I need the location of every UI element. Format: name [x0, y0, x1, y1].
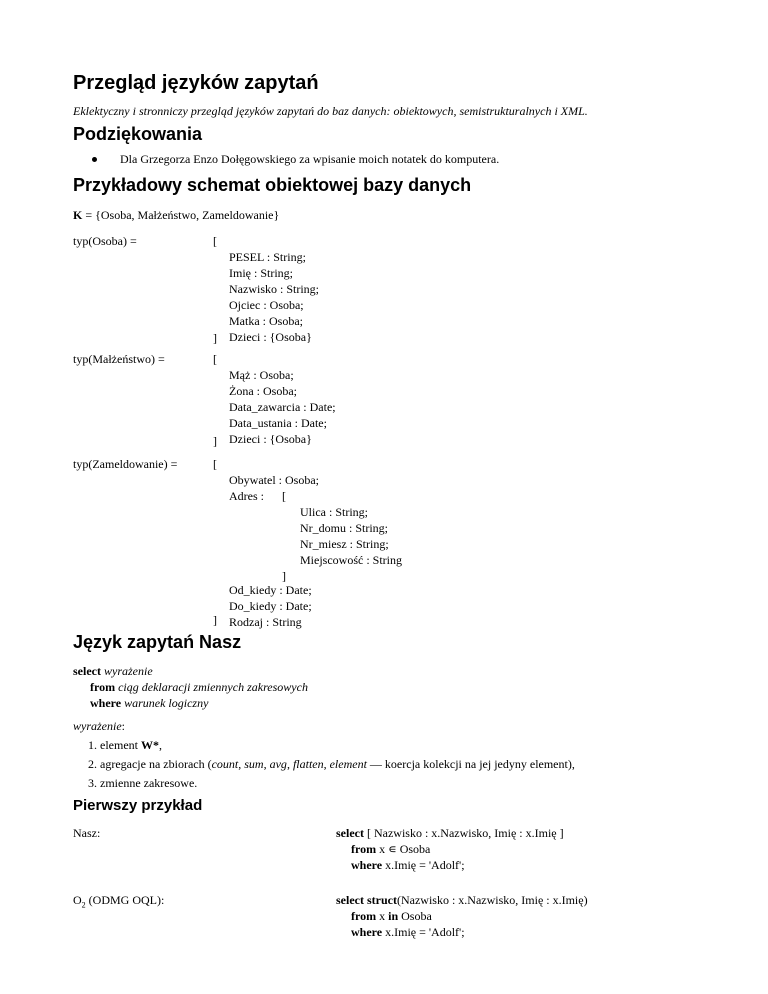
type-osoba-fields — [229, 249, 319, 345]
field: Od_kiedy : Date; — [229, 583, 312, 597]
nasz-heading: Język zapytań Nasz — [73, 632, 242, 652]
type-osoba-open-bracket: [ — [213, 234, 217, 248]
field: Miejscowość : String — [300, 553, 402, 567]
field: Dzieci : {Osoba} — [229, 330, 312, 344]
field: Do_kiedy : Date; — [229, 599, 312, 613]
field: Obywatel : Osoba; — [229, 473, 319, 487]
field: Data_zawarcia : Date; — [229, 400, 336, 414]
adres-label: Adres : — [229, 489, 264, 503]
type-zameldowanie-open-bracket: [ — [213, 457, 217, 471]
type-osoba-close-bracket: ] — [213, 331, 217, 345]
from-argument: ciąg deklaracji zmiennych zakresowych — [118, 680, 308, 694]
field: Ojciec : Osoba; — [229, 298, 304, 312]
type-malzenstwo-fields — [229, 367, 336, 447]
list-item-1: 1. element W*, — [88, 738, 162, 752]
expression-label: wyrażenie: — [73, 719, 125, 733]
acknowledgement-item: Dla Grzegorza Enzo Dołęgowskiego za wpisanie moich notatek do komputera. — [120, 152, 500, 166]
o2-example-label: $O_2$ (ODMG OQL): — [73, 893, 165, 910]
field: Żona : Osoba; — [229, 384, 297, 398]
type-zameldowanie-label: typ(Zameldowanie) = — [73, 457, 178, 471]
nasz-example-line-2: from x ∊ Osoba — [351, 842, 431, 856]
schema-heading: Przykładowy schemat obiektowej bazy danych — [73, 175, 472, 195]
list-item-3: 3. zmienne zakresowe. — [88, 776, 198, 790]
type-zameldowanie-fields-after — [229, 582, 312, 630]
type-osoba-label: typ(Osoba) = — [73, 234, 137, 248]
field: Nr_domu : String; — [300, 521, 389, 535]
field: Matka : Osoba; — [229, 314, 303, 328]
select-argument: wyrażenie — [103, 664, 153, 678]
field: Data_ustania : Date; — [229, 416, 327, 430]
first-example-heading: Pierwszy przykład — [73, 797, 203, 814]
nasz-example-line-1: select [ Nazwisko : x.Nazwisko, Imię : x.Imię ] — [336, 826, 564, 840]
from-keyword: from — [90, 680, 116, 694]
acknowledgements-heading: Podziękowania — [73, 124, 203, 144]
nasz-select-line — [73, 663, 153, 679]
where-keyword: where — [90, 696, 122, 710]
select-keyword: select — [73, 664, 101, 678]
schema-k-definition — [73, 207, 279, 223]
field: Nazwisko : String; — [229, 282, 319, 296]
type-zameldowanie-close-bracket: ] — [213, 613, 217, 627]
field: Imię : String; — [229, 266, 293, 280]
o2-example-line-2: from x in Osoba — [351, 909, 432, 923]
field: Rodzaj : String — [229, 615, 302, 629]
adres-open-bracket: [ — [282, 489, 286, 503]
list-item-2: 2. agregacje na zbiorach (count, sum, avg, flatten, element — koercja kolekcji na jej jedyny element), — [88, 757, 575, 771]
bullet-marker — [92, 157, 97, 162]
type-malzenstwo-open-bracket: [ — [213, 352, 217, 366]
k-symbol: K — [73, 208, 83, 222]
field: Mąż : Osoba; — [229, 368, 294, 382]
nasz-example-label: Nasz: — [73, 826, 101, 840]
field: PESEL : String; — [229, 250, 306, 264]
field: Dzieci : {Osoba} — [229, 432, 312, 446]
nasz-example-line-3: where x.Imię = 'Adolf'; — [351, 858, 465, 872]
k-value: = {Osoba, Małżeństwo, Zameldowanie} — [85, 208, 280, 222]
page-title: Przegląd języków zapytań — [73, 72, 319, 94]
page-subtitle: Eklektyczny i stronniczy przegląd języków zapytań do baz danych: obiektowych, semistrukturalnych i XML. — [73, 104, 588, 118]
o2-example-line-3: where x.Imię = 'Adolf'; — [351, 925, 465, 939]
type-malzenstwo-label: typ(Małżeństwo) = — [73, 352, 165, 366]
nasz-from-line — [90, 679, 308, 695]
field: Nr_miesz : String; — [300, 537, 389, 551]
where-argument: warunek logiczny — [124, 696, 209, 710]
nasz-where-line — [90, 695, 208, 711]
type-malzenstwo-close-bracket: ] — [213, 434, 217, 448]
adres-fields — [300, 504, 402, 568]
field: Ulica : String; — [300, 505, 368, 519]
o2-example-line-1: select struct(Nazwisko : x.Nazwisko, Imię : x.Imię) — [336, 893, 588, 907]
adres-close-bracket: ] — [282, 569, 286, 583]
